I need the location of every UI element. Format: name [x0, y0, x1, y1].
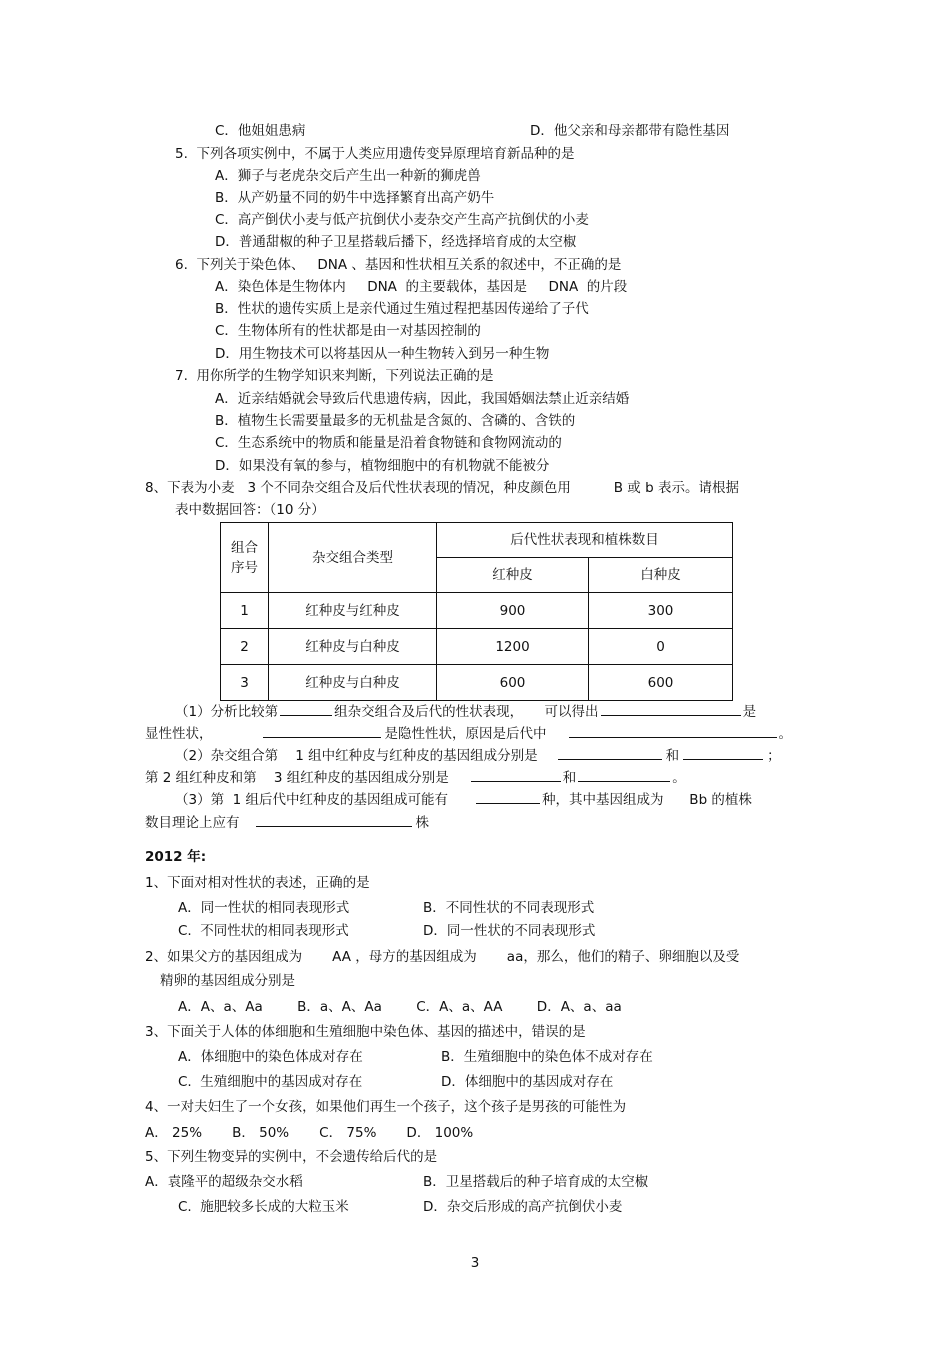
- table-cell-red: 600: [437, 665, 589, 701]
- q7-stem: 7. 用你所学的生物学知识来判断，下列说法正确的是: [175, 368, 494, 384]
- table-cell-no: 3: [221, 665, 269, 701]
- table-cell-white: 600: [589, 665, 733, 701]
- table-header-offspring: 后代性状表现和植株数目: [437, 523, 733, 558]
- y2012-q1-option-c: C. 不同性状的相同表现形式: [178, 923, 349, 939]
- q8-stem-line1: 8、下表为小麦 3 个不同杂交组合及后代性状表现的情况，种皮颜色用 B 或 b 表示。请根据: [145, 480, 739, 496]
- y2012-q5-option-c: C. 施肥较多长成的大粒玉米: [178, 1199, 349, 1215]
- q5-option-a: A．狮子与老虎杂交后产生出一种新的狮虎兽: [215, 168, 481, 184]
- y2012-q4-options: A． 25% B． 50% C． 75% D． 100%: [145, 1125, 474, 1141]
- q6-option-c: C．生物体所有的性状都是由一对基因控制的: [215, 323, 481, 339]
- q6-stem: 6. 下列关于染色体、 DNA 、基因和性状相互关系的叙述中，不正确的是: [175, 257, 622, 273]
- table-cell-red: 900: [437, 593, 589, 629]
- answer-blank[interactable]: [476, 790, 540, 804]
- table-cell-white: 0: [589, 629, 733, 665]
- q6-option-a: A．染色体是生物体内 DNA 的主要载体，基因是 DNA 的片段: [215, 279, 628, 295]
- y2012-q5-stem: 5、下列生物变异的实例中，不会遗传给后代的是: [145, 1149, 438, 1165]
- table-cell-white: 300: [589, 593, 733, 629]
- q8-sub1-line1: （1）分析比较第 组杂交组合及后代的性状表现， 可以得出 是: [175, 704, 757, 720]
- y2012-q3-option-a: A．体细胞中的染色体成对存在: [178, 1049, 363, 1065]
- answer-blank[interactable]: [256, 813, 412, 827]
- y2012-q1-option-b: B．不同性状的不同表现形式: [423, 900, 595, 916]
- y2012-q3-option-b: B．生殖细胞中的染色体不成对存在: [441, 1049, 653, 1065]
- q7-option-a: A．近亲结婚就会导致后代患遗传病，因此，我国婚姻法禁止近亲结婚: [215, 391, 630, 407]
- y2012-q1-stem: 1、下面对相对性状的表述，正确的是: [145, 875, 370, 891]
- y2012-q3-option-c: C. 生殖细胞中的基因成对存在: [178, 1074, 363, 1090]
- q7-option-d: D．如果没有氧的参与，植物细胞中的有机物就不能被分: [215, 458, 550, 474]
- y2012-q2-stem-line1: 2、如果父方的基因组成为 AA ，母方的基因组成为 aa，那么，他们的精子、卵细胞以及受: [145, 949, 740, 965]
- table-cell-type: 红种皮与红种皮: [269, 593, 437, 629]
- prev-option-c: C．他姐姐患病: [215, 123, 306, 139]
- table-header-type: 杂交组合类型: [269, 523, 437, 593]
- table-header-white: 白种皮: [589, 558, 733, 593]
- q8-stem-line2: 表中数据回答：（10 分）: [175, 502, 325, 518]
- answer-blank[interactable]: [601, 702, 741, 716]
- y2012-q4-stem: 4、一对夫妇生了一个女孩，如果他们再生一个孩子，这个孩子是男孩的可能性为: [145, 1099, 627, 1115]
- q6-option-d: D．用生物技术可以将基因从一种生物转入到另一种生物: [215, 346, 550, 362]
- answer-blank[interactable]: [280, 702, 332, 716]
- section-heading-2012: 2012 年:: [145, 849, 207, 865]
- q8-sub3-line2: 数目理论上应有 株: [145, 815, 429, 831]
- table-cell-type: 红种皮与白种皮: [269, 665, 437, 701]
- q8-sub3-line1: （3）第 1 组后代中红种皮的基因组成可能有 种，其中基因组成为 Bb 的植株: [175, 792, 752, 808]
- y2012-q1-option-a: A．同一性状的相同表现形式: [178, 900, 350, 916]
- y2012-q1-option-d: D．同一性状的不同表现形式: [423, 923, 596, 939]
- table-row: [221, 629, 733, 665]
- answer-blank[interactable]: [578, 768, 670, 782]
- table-header-group: 组合 序号: [221, 523, 269, 593]
- answer-blank[interactable]: [569, 724, 777, 738]
- y2012-q3-stem: 3、下面关于人体的体细胞和生殖细胞中染色体、基因的描述中，错误的是: [145, 1024, 586, 1040]
- q7-option-c: C．生态系统中的物质和能量是沿着食物链和食物网流动的: [215, 435, 562, 451]
- q5-option-d: D．普通甜椒的种子卫星搭载后播下，经选择培育成的太空椒: [215, 234, 577, 250]
- y2012-q5-option-d: D．杂交后形成的高产抗倒伏小麦: [423, 1199, 623, 1215]
- table-cell-no: 2: [221, 629, 269, 665]
- table-cell-red: 1200: [437, 629, 589, 665]
- table-cell-no: 1: [221, 593, 269, 629]
- q8-sub1-line2: 显性性状， 是隐性性状，原因是后代中 。: [145, 726, 792, 742]
- table-header-red: 红种皮: [437, 558, 589, 593]
- y2012-q3-option-d: D．体细胞中的基因成对存在: [441, 1074, 614, 1090]
- q7-option-b: B．植物生长需要量最多的无机盐是含氮的、含磷的、含铁的: [215, 413, 576, 429]
- table-cell-type: 红种皮与白种皮: [269, 629, 437, 665]
- table-row: [221, 665, 733, 701]
- answer-blank[interactable]: [263, 724, 381, 738]
- y2012-q2-options: A．A、a、Aa B．a、A、Aa C．A、a、AA D．A、a、aa: [178, 999, 622, 1015]
- answer-blank[interactable]: [471, 768, 561, 782]
- q8-sub2-line2: 第 2 组红种皮和第 3 组红种皮的基因组成分别是 和 。: [145, 770, 686, 786]
- q8-sub2-line1: （2）杂交组合第 1 组中红种皮与红种皮的基因组成分别是 和 ；: [175, 748, 781, 764]
- answer-blank[interactable]: [558, 746, 662, 760]
- y2012-q5-option-b: B．卫星搭载后的种子培育成的太空椒: [423, 1174, 649, 1190]
- answer-blank[interactable]: [683, 746, 763, 760]
- table-row: [221, 593, 733, 629]
- q5-stem: 5. 下列各项实例中，不属于人类应用遗传变异原理培育新品种的是: [175, 146, 575, 162]
- prev-option-d: D．他父亲和母亲都带有隐性基因: [530, 123, 730, 139]
- q5-option-c: C．高产倒伏小麦与低产抗倒伏小麦杂交产生高产抗倒伏的小麦: [215, 212, 589, 228]
- q6-option-b: B．性状的遗传实质上是亲代通过生殖过程把基因传递给了子代: [215, 301, 589, 317]
- q5-option-b: B．从产奶量不同的奶牛中选择繁育出高产奶牛: [215, 190, 495, 206]
- page-number: 3: [470, 1255, 480, 1271]
- y2012-q5-option-a: A．袁隆平的超级杂交水稻: [145, 1174, 303, 1190]
- y2012-q2-stem-line2: 精卵的基因组成分别是: [160, 973, 295, 989]
- q8-data-table: [220, 522, 733, 701]
